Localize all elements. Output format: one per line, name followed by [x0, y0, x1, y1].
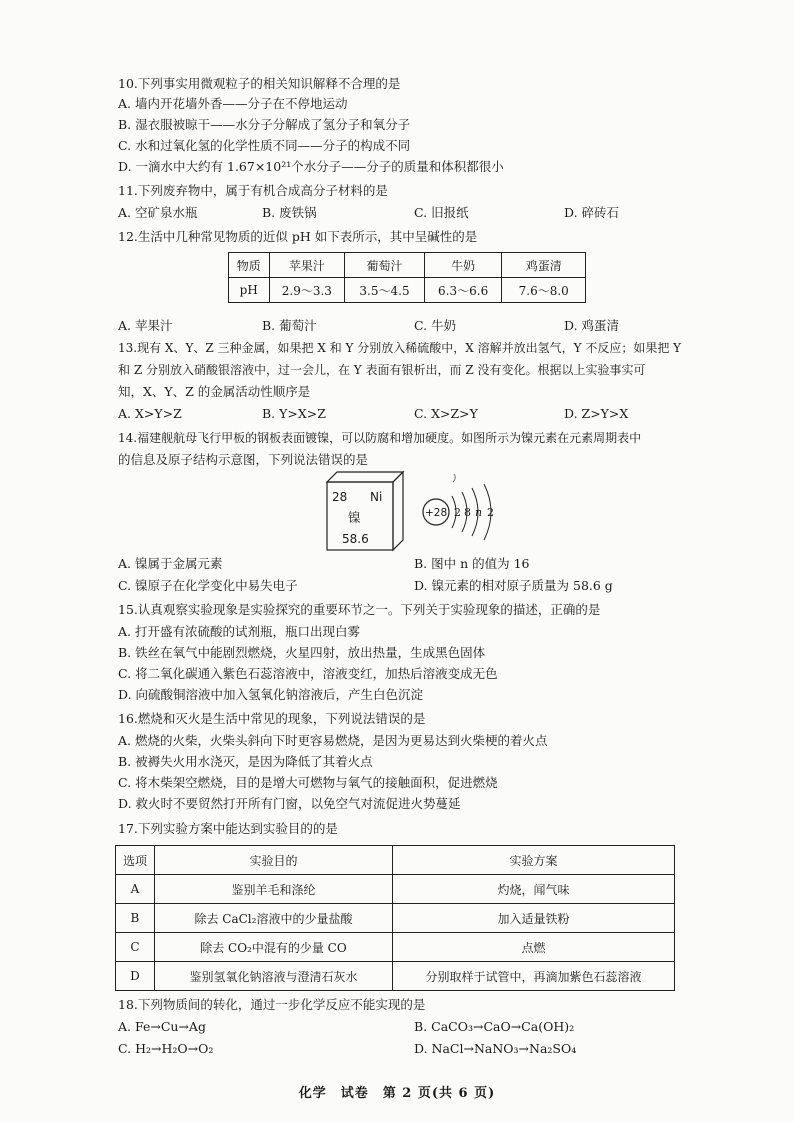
q16-option-a: A. 燃烧的火柴，火柴头斜向下时更容易燃烧，是因为更易达到火柴梗的着火点 [118, 733, 548, 748]
ph-value-cell: 3.5～4.5 [345, 278, 425, 303]
q11-stem: 11.下列废弃物中，属于有机合成高分子材料的是 [118, 183, 388, 198]
experiment-purpose-cell: 除去 CaCl₂溶液中的少量盐酸 [154, 904, 392, 933]
q13-option-a: A. X>Y>Z [118, 406, 182, 421]
ph-header-cell: 葡萄汁 [345, 253, 425, 278]
q15-stem: 15.认真观察实验现象是实验探究的重要环节之一。下列关于实验现象的描述，正确的是 [118, 602, 601, 617]
ph-value-cell: 7.6～8.0 [502, 278, 586, 303]
q11-option-b: B. 废铁锅 [262, 205, 317, 220]
q12-stem: 12.生活中几种常见物质的近似 pH 如下表所示，其中呈碱性的是 [118, 229, 478, 244]
experiment-table-row [116, 933, 675, 962]
ph-header-cell: 苹果汁 [269, 253, 345, 278]
q11-option-d: D. 碎砖石 [564, 205, 620, 220]
q10-stem: 10.下列事实用微观粒子的相关知识解释不合理的是 [118, 76, 401, 91]
q12-option-d: D. 鸡蛋清 [564, 318, 620, 333]
element-symbol: Ni [370, 490, 383, 504]
q18-option-a: A. Fe→Cu→Ag [118, 1019, 206, 1034]
q13-option-d: D. Z>Y>X [564, 406, 629, 421]
experiment-table-row [116, 962, 675, 991]
q15-option-d: D. 向硫酸铜溶液中加入氢氧化钠溶液后，产生白色沉淀 [118, 687, 424, 702]
q14-stem-line-1: 14.福建舰航母飞行甲板的钢板表面镀镍，可以防腐和增加硬度。如图所示为镍元素在元素周期表中 [118, 431, 642, 445]
experiment-header-cell: 实验目的 [154, 846, 392, 875]
page-footer: 化学 试卷 第 2 页(共 6 页) [298, 1086, 496, 1101]
experiment-header-cell: 选项 [116, 846, 155, 875]
ph-table-header-row [229, 253, 586, 278]
nucleus-charge: +28 [425, 507, 448, 519]
experiment-table [115, 845, 675, 991]
q18-option-d: D. NaCl→NaNO₃→Na₂SO₄ [414, 1041, 577, 1056]
q16-option-b: B. 被褥失火用水浇灭，是因为降低了其着火点 [118, 754, 373, 769]
q18-option-b: B. CaCO₃→CaO→Ca(OH)₂ [414, 1019, 575, 1034]
experiment-table-row [116, 904, 675, 933]
q11-option-a: A. 空矿泉水瓶 [118, 205, 198, 220]
q14-option-a: A. 镍属于金属元素 [118, 556, 223, 571]
q13-stem-line-2: 和 Z 分别放入硝酸银溶液中，过一会儿，在 Y 表面有银析出，而 Z 没有变化。根据以上实验事实可 [118, 363, 646, 377]
experiment-table-header-row [116, 846, 675, 875]
pencil-mark [453, 474, 455, 482]
q11-option-c: C. 旧报纸 [414, 205, 469, 220]
q15-option-c: C. 将二氧化碳通入紫色石蕊溶液中，溶液变红，加热后溶液变成无色 [118, 666, 498, 681]
experiment-header-cell: 实验方案 [393, 846, 675, 875]
q14-option-d: D. 镍元素的相对原子质量为 58.6 g [414, 578, 613, 593]
experiment-table-row [116, 875, 675, 904]
experiment-purpose-cell: 鉴别氢氧化钠溶液与澄清石灰水 [154, 962, 392, 991]
element-name: 镍 [348, 510, 361, 525]
experiment-method-cell: 加入适量铁粉 [393, 904, 675, 933]
shell-electrons-4: 2 [487, 506, 494, 519]
q12-option-a: A. 苹果汁 [118, 318, 173, 333]
ph-value-cell: pH [229, 278, 270, 303]
q13-option-b: B. Y>X>Z [262, 406, 326, 421]
q16-option-c: C. 将木柴架空燃烧，目的是增大可燃物与氧气的接触面积，促进燃烧 [118, 775, 498, 790]
experiment-purpose-cell: 鉴别羊毛和涤纶 [154, 875, 392, 904]
q18-stem: 18.下列物质间的转化，通过一步化学反应不能实现的是 [118, 997, 426, 1012]
ph-header-cell: 物质 [229, 253, 270, 278]
experiment-purpose-cell: 除去 CO₂中混有的少量 CO [154, 933, 392, 962]
experiment-option-cell: A [116, 875, 155, 904]
ph-table [228, 252, 586, 303]
q15-option-a: A. 打开盛有浓硫酸的试剂瓶，瓶口出现白雾 [118, 624, 360, 639]
q12-option-c: C. 牛奶 [414, 318, 457, 333]
element-mass: 58.6 [342, 532, 369, 546]
q10-option-c: C. 水和过氧化氢的化学性质不同——分子的构成不同 [118, 138, 411, 153]
experiment-option-cell: B [116, 904, 155, 933]
shell-electrons-2: 8 [464, 506, 471, 519]
ph-value-cell: 2.9～3.3 [269, 278, 345, 303]
experiment-option-cell: D [116, 962, 155, 991]
experiment-option-cell: C [116, 933, 155, 962]
q10-option-b: B. 湿衣服被晾干——水分子分解成了氢分子和氧分子 [118, 117, 411, 132]
q14-option-b: B. 图中 n 的值为 16 [414, 556, 530, 571]
experiment-method-cell: 点燃 [393, 933, 675, 962]
ph-header-cell: 鸡蛋清 [502, 253, 586, 278]
ph-table-value-row [229, 278, 586, 303]
q14-option-c: C. 镍原子在化学变化中易失电子 [118, 578, 298, 593]
q13-option-c: C. X>Z>Y [414, 406, 478, 421]
q15-option-b: B. 铁丝在氧气中能剧烈燃烧，火星四射，放出热量，生成黑色固体 [118, 645, 486, 660]
ph-value-cell: 6.3～6.6 [424, 278, 502, 303]
ph-header-cell: 牛奶 [424, 253, 502, 278]
q16-stem: 16.燃烧和灭火是生活中常见的现象，下列说法错误的是 [118, 711, 426, 726]
experiment-method-cell: 灼烧，闻气味 [393, 875, 675, 904]
q10-option-a: A. 墙内开花墙外香——分子在不停地运动 [118, 96, 348, 111]
q17-stem: 17.下列实验方案中能达到实验目的的是 [118, 821, 338, 836]
q13-stem-line-1: 13.现有 X、Y、Z 三种金属，如果把 X 和 Y 分别放入稀硫酸中，X 溶解并放出氢气，Y 不反应；如果把 Y [118, 341, 682, 355]
element-atomic-number: 28 [332, 490, 348, 504]
shell-electrons-1: 2 [454, 506, 461, 519]
q14-stem-line-2: 的信息及原子结构示意图，下列说法错误的是 [118, 452, 369, 467]
q13-stem-line-3: 知，X、Y、Z 的金属活动性顺序是 [118, 384, 311, 399]
q16-option-d: D. 救火时不要贸然打开所有门窗，以免空气对流促进火势蔓延 [118, 796, 461, 811]
shell-electrons-n: n [475, 506, 483, 519]
q10-option-d: D. 一滴水中大约有 1.67×10²¹个水分子——分子的质量和体积都很小 [118, 159, 504, 174]
experiment-method-cell: 分别取样于试管中，再滴加紫色石蕊溶液 [393, 962, 675, 991]
q18-option-c: C. H₂→H₂O→O₂ [118, 1041, 214, 1056]
q12-option-b: B. 葡萄汁 [262, 318, 317, 333]
